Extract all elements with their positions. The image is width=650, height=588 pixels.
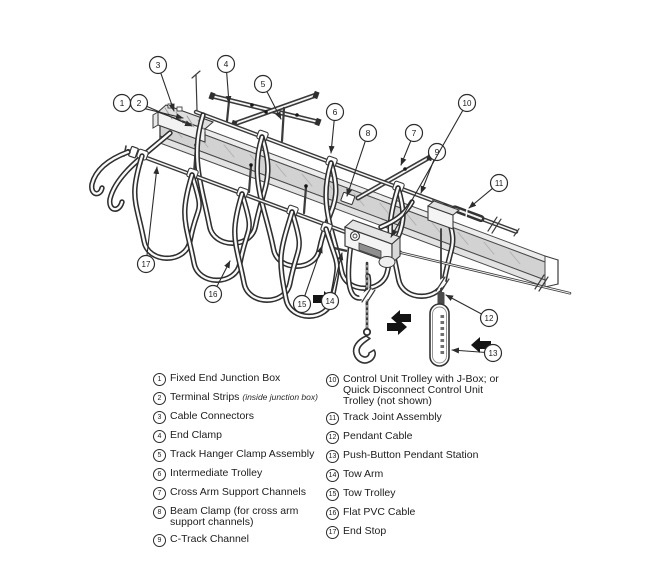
legend-number-badge: 16 xyxy=(326,507,339,520)
legend-item-10 xyxy=(326,374,510,406)
legend-item-12 xyxy=(326,431,510,444)
legend-number-badge: 10 xyxy=(326,374,339,387)
legend-item-label: Push-Button Pendant Station xyxy=(343,449,479,462)
legend-item-label: C-Track Channel xyxy=(170,532,249,545)
callout-number: 17 xyxy=(141,260,151,269)
callout-number: 13 xyxy=(488,349,498,358)
legend-number-badge: 5 xyxy=(153,449,166,462)
callout-number: 15 xyxy=(297,300,307,309)
callout-9 xyxy=(421,144,446,194)
legend-number-badge: 17 xyxy=(326,526,339,539)
legend-number-badge: 6 xyxy=(153,468,166,481)
legend-item-15 xyxy=(326,488,510,501)
callout-12 xyxy=(446,295,498,327)
callout-number: 1 xyxy=(119,98,125,108)
callout-number: 4 xyxy=(223,59,229,69)
legend-number-badge: 14 xyxy=(326,469,339,482)
callout-number: 8 xyxy=(365,128,371,138)
callout-number: 14 xyxy=(325,297,335,306)
legend-item-14 xyxy=(326,469,510,482)
legend-item-2 xyxy=(153,392,331,405)
legend-item-17 xyxy=(326,526,510,539)
legend-item-label: Track Hanger Clamp Assembly xyxy=(170,448,315,460)
callout-number: 6 xyxy=(332,107,338,117)
legend-number-badge: 7 xyxy=(153,487,166,500)
legend-item-label: Intermediate Trolley xyxy=(170,467,263,479)
legend-item-label: Fixed End Junction Box xyxy=(170,372,281,384)
callout-number: 3 xyxy=(155,60,161,70)
legend-number-badge: 12 xyxy=(326,431,339,444)
legend-item-label: Tow Arm xyxy=(343,468,384,481)
legend-number-badge: 8 xyxy=(153,506,166,519)
parts-legend-right xyxy=(326,374,510,545)
legend-item-label: Cross Arm Support Channels xyxy=(170,486,306,498)
legend-item-6 xyxy=(153,468,331,481)
legend-number-badge: 11 xyxy=(326,412,339,425)
callout-number: 5 xyxy=(260,79,266,89)
legend-item-label: Flat PVC Cable xyxy=(343,506,416,519)
callout-3 xyxy=(150,57,175,112)
legend-number-badge: 15 xyxy=(326,488,339,501)
legend-item-16 xyxy=(326,507,510,520)
legend-number-badge: 9 xyxy=(153,534,166,547)
callout-number: 11 xyxy=(494,179,504,188)
legend-item-label: Track Joint Assembly xyxy=(343,411,442,424)
push-button-pendant-station xyxy=(430,304,449,366)
legend-item-label: Beam Clamp (for cross arm support channels) xyxy=(170,505,299,528)
legend-item-label: End Stop xyxy=(343,525,387,538)
legend-item-9 xyxy=(153,534,331,547)
legend-item-label: Control Unit Trolley with J-Box; or Quick Disconnect Control Unit Trolley (not shown) xyxy=(343,373,499,407)
callout-number: 2 xyxy=(136,98,142,108)
callout-number: 7 xyxy=(411,128,417,138)
legend-item-1 xyxy=(153,373,331,386)
hoist-hook-icon xyxy=(354,263,376,363)
legend-item-label: Tow Trolley xyxy=(343,487,396,500)
callout-number: 16 xyxy=(208,290,218,299)
legend-item-3 xyxy=(153,411,331,424)
legend-item-note: (inside junction box) xyxy=(242,392,318,402)
legend-item-7 xyxy=(153,487,331,500)
legend-number-badge: 1 xyxy=(153,373,166,386)
callout-number: 10 xyxy=(462,99,472,108)
callout-7 xyxy=(401,125,423,166)
legend-number-badge: 2 xyxy=(153,392,166,405)
legend-item-label: End Clamp xyxy=(170,429,222,441)
callout-6 xyxy=(327,104,344,154)
parts-legend-left xyxy=(153,373,331,553)
legend-item-13 xyxy=(326,450,510,463)
legend-item-8 xyxy=(153,506,331,528)
movement-arrows xyxy=(313,291,491,353)
legend-number-badge: 13 xyxy=(326,450,339,463)
legend-item-11 xyxy=(326,412,510,425)
legend-item-label: Cable Connectors xyxy=(170,410,255,422)
callout-number: 12 xyxy=(484,314,494,323)
legend-item-label: Pendant Cable xyxy=(343,430,413,443)
legend-item-label: Terminal Strips (inside junction box) xyxy=(170,391,318,403)
legend-number-badge: 3 xyxy=(153,411,166,424)
legend-number-badge: 4 xyxy=(153,430,166,443)
legend-item-4 xyxy=(153,430,331,443)
callout-number: 9 xyxy=(434,147,440,157)
legend-item-5 xyxy=(153,449,331,462)
callout-11 xyxy=(469,175,508,209)
